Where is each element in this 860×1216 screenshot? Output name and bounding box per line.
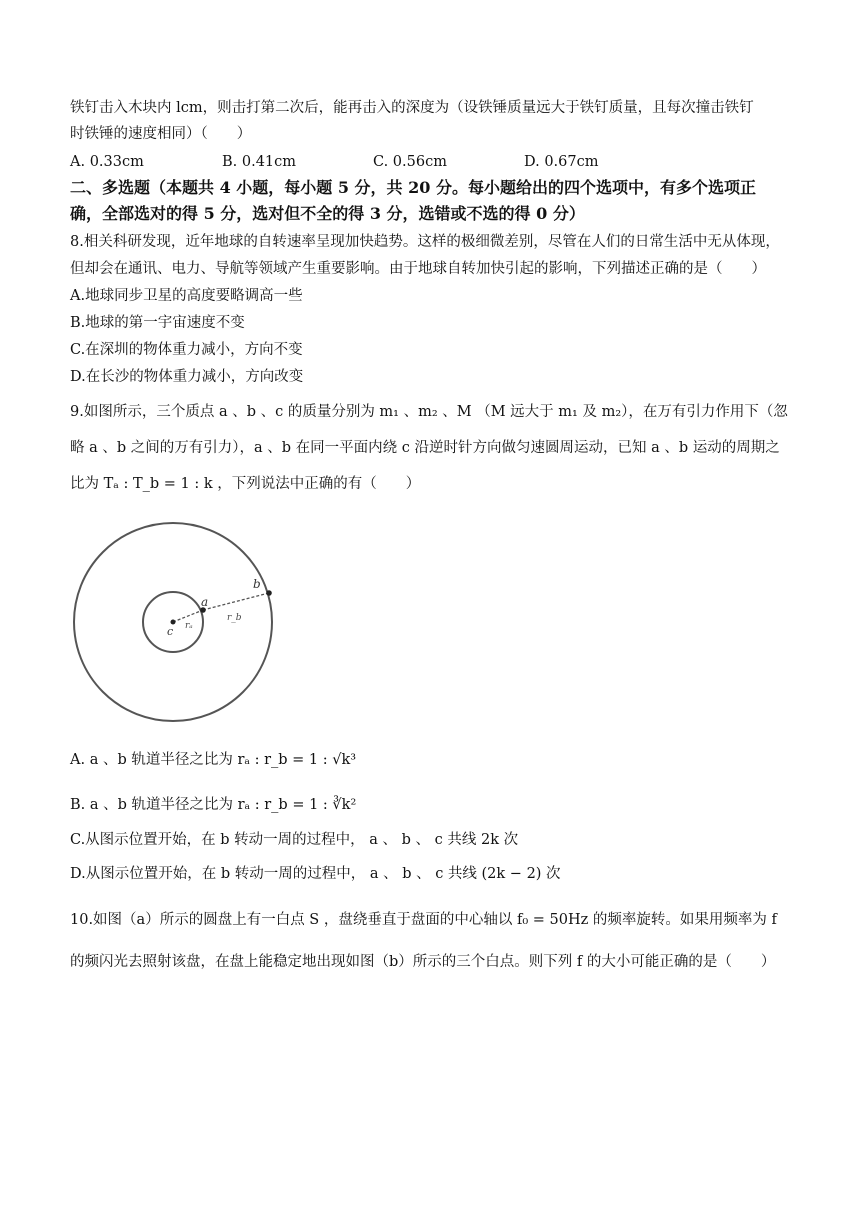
- label-b: b: [253, 577, 261, 591]
- q9-option-d: D.从图示位置开始，在 b 转动一周的过程中， a 、 b 、 c 共线 (2k − 2) 次: [70, 866, 561, 882]
- q7-option-a: A. 0.33cm: [70, 154, 144, 170]
- label-a: a: [201, 595, 209, 609]
- q10-stem-line-1: 10.如图（a）所示的圆盘上有一白点 S ，盘绕垂直于盘面的中心轴以 f₀ = 50Hz 的频率旋转。如果用频率为 f: [70, 912, 777, 928]
- q9-option-c: C.从图示位置开始，在 b 转动一周的过程中， a 、 b 、 c 共线 2k 次: [70, 832, 519, 848]
- q8-option-b: B.地球的第一宇宙速度不变: [70, 315, 245, 331]
- q8-stem-line-2: 但却会在通讯、电力、导航等领域产生重要影响。由于地球自转加快引起的影响，下列描述正确的是（ ）: [70, 261, 766, 277]
- section-heading-line-1: 二、多选题（本题共 4 小题，每小题 5 分，共 20 分。每小题给出的四个选项中，有多个选项正: [70, 178, 756, 197]
- label-rb: r_b: [227, 613, 242, 623]
- label-ra: rₐ: [185, 621, 193, 631]
- mass-b-dot: [266, 590, 272, 596]
- section-heading-line-2: 确，全部选对的得 5 分，选对但不全的得 3 分，选错或不选的得 0 分）: [70, 204, 585, 223]
- q9-option-a: A. a 、b 轨道半径之比为 rₐ : r_b = 1 : √k³: [70, 752, 357, 768]
- q7-option-c: C. 0.56cm: [373, 154, 447, 170]
- q8-option-c: C.在深圳的物体重力减小，方向不变: [70, 342, 303, 358]
- q9-option-b: B. a 、b 轨道半径之比为 rₐ : r_b = 1 : ∛k²: [70, 797, 357, 813]
- q9-stem-line-1: 9.如图所示，三个质点 a 、b 、c 的质量分别为 m₁ 、m₂ 、M （M 远大于 m₁ 及 m₂），在万有引力作用下（忽: [70, 404, 788, 420]
- q8-option-a: A.地球同步卫星的高度要略调高一些: [70, 288, 303, 304]
- q7-stem-line-1: 铁钉击入木块内 lcm，则击打第二次后，能再击入的深度为（设铁锤质量远大于铁钉质量，且每次撞击铁钉: [70, 100, 754, 116]
- q8-stem-line-1: 8.相关科研发现，近年地球的自转速率呈现加快趋势。这样的极细微差别，尽管在人们的日常生活中无从体现，: [70, 234, 780, 250]
- q10-stem-line-2: 的频闪光去照射该盘，在盘上能稳定地出现如图（b）所示的三个白点。则下列 f 的大小可能正确的是（ ）: [70, 954, 776, 970]
- q7-option-b: B. 0.41cm: [222, 154, 297, 170]
- mass-c-dot: [171, 620, 176, 625]
- q9-stem-line-2: 略 a 、b 之间的万有引力），a 、b 在同一平面内绕 c 沿逆时针方向做匀速圆周运动，已知 a 、b 运动的周期之: [70, 440, 780, 456]
- q9-orbit-figure: [66, 520, 286, 740]
- label-c: c: [167, 625, 174, 638]
- q9-stem-line-3: 比为 Tₐ : T_b = 1 : k ，下列说法中正确的有（ ）: [70, 476, 421, 492]
- rb-radius-line: [203, 593, 269, 610]
- q8-option-d: D.在长沙的物体重力减小，方向改变: [70, 369, 304, 385]
- q7-stem-line-2: 时铁锤的速度相同）（ ）: [70, 126, 252, 142]
- q7-option-d: D. 0.67cm: [524, 154, 599, 170]
